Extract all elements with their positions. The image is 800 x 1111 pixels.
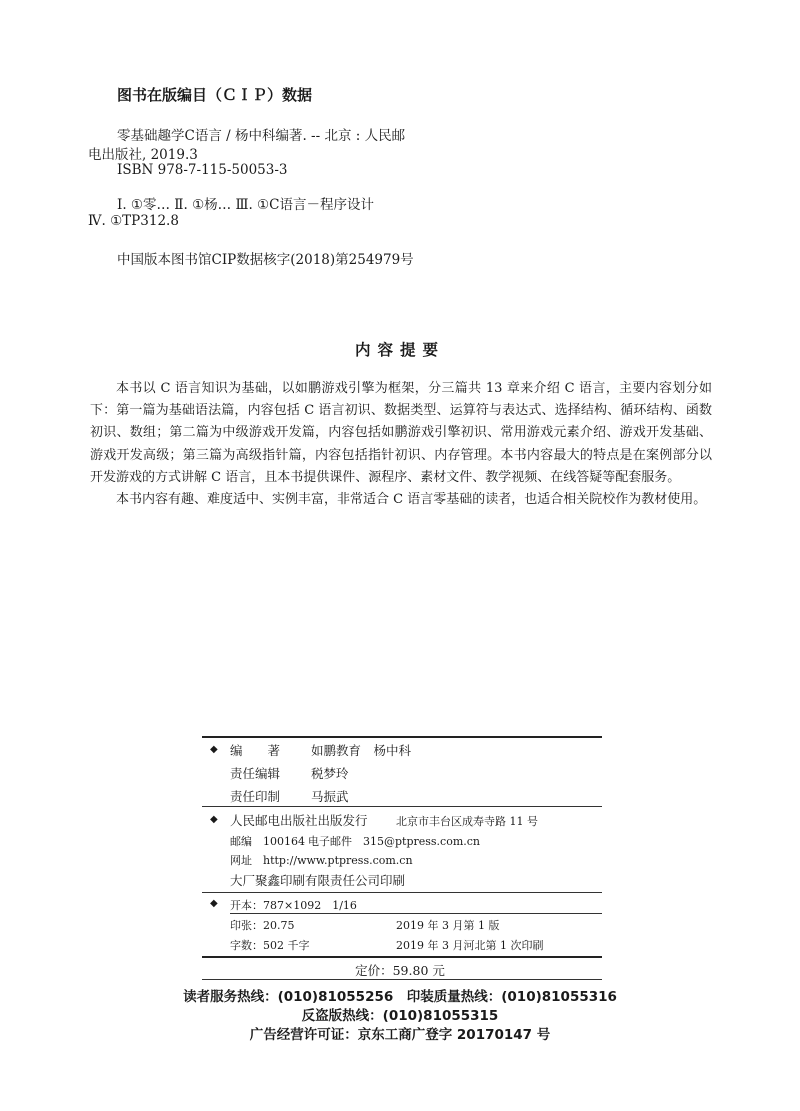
cip-record-number: 中国版本图书馆CIP数据核字(2018)第254979号 bbox=[117, 252, 414, 268]
diamond-bullet-icon: ◆ bbox=[210, 898, 218, 909]
printing: 2019 年 3 月河北第 1 次印刷 bbox=[396, 939, 544, 952]
website: 网址 http://www.ptpress.com.cn bbox=[230, 854, 413, 867]
colophon-rule-3 bbox=[230, 913, 602, 914]
cip-isbn: ISBN 978-7-115-50053-3 bbox=[117, 162, 288, 178]
cip-classification-2: Ⅳ. ①TP312.8 bbox=[88, 213, 179, 229]
book-format: 开本：787×1092 1/16 bbox=[230, 899, 357, 912]
editor-value: 税梦玲 bbox=[311, 766, 349, 781]
word-count: 字数：502 千字 bbox=[230, 939, 310, 952]
colophon-top-rule bbox=[202, 736, 602, 738]
colophon-rule-1 bbox=[202, 806, 602, 807]
colophon-bottom-rule bbox=[202, 956, 602, 958]
author-value: 如鹏教育 杨中科 bbox=[311, 743, 412, 758]
price-rule bbox=[202, 979, 602, 980]
diamond-bullet-icon: ◆ bbox=[210, 814, 218, 825]
summary-body bbox=[90, 378, 712, 511]
cip-line-2: 电出版社, 2019.3 bbox=[88, 147, 198, 163]
summary-paragraph-2: 本书内容有趣、难度适中、实例丰富，非常适合 C 语言零基础的读者，也适合相关院校作为教材使用。 bbox=[116, 492, 707, 508]
price: 定价：59.80 元 bbox=[355, 963, 445, 978]
cip-line-1: 零基础趣学C语言 / 杨中科编著. -- 北京 : 人民邮 bbox=[117, 128, 406, 144]
diamond-bullet-icon: ◆ bbox=[210, 744, 218, 755]
edition: 2019 年 3 月第 1 版 bbox=[396, 919, 500, 932]
print-sheets: 印张：20.75 bbox=[230, 919, 295, 932]
author-label: 编 著 bbox=[230, 743, 281, 758]
colophon-rule-2 bbox=[202, 892, 602, 893]
cip-classification: Ⅰ. ①零… Ⅱ. ①杨… Ⅲ. ①C语言－程序设计 bbox=[117, 197, 374, 213]
summary-title: 内容提要 bbox=[354, 341, 445, 359]
print-manager-label: 责任印制 bbox=[230, 789, 281, 804]
email: 电子邮件 315@ptpress.com.cn bbox=[308, 835, 481, 848]
cip-title: 图书在版编目（ＣＩＰ）数据 bbox=[117, 86, 313, 104]
printer: 大厂聚鑫印刷有限责任公司印刷 bbox=[230, 873, 406, 888]
editor-label: 责任编辑 bbox=[230, 766, 281, 781]
postcode: 邮编 100164 bbox=[230, 835, 305, 848]
publisher-address: 北京市丰台区成寿寺路 11 号 bbox=[396, 815, 538, 828]
service-hotlines: 读者服务热线：(010)81055256 印装质量热线：(010)81055316 bbox=[183, 989, 617, 1005]
summary-paragraph-1: 本书以 C 语言知识为基础，以如鹏游戏引擎为框架，分三篇共 13 章来介绍 C 语言，主要内容划分如下：第一篇为基础语法篇，内容包括 C 语言初识、数据类型、运算符与表达式、选择结构、循环结构、函数初识、数组；第二篇为中级游戏开发篇，内容包括如鹏游戏引擎初识、常用游戏元素介绍、游戏开发基础、游戏开发高级；第三篇为高级指针篇，内容包括指针初识、内存管理。本书内容最大的特点是在案例部分以开发游戏的方式讲解 C 语言，且本书提供课件、源程序、素材文件、教学视频、在线答疑等配套服务。 bbox=[90, 381, 712, 485]
advertising-license: 广告经营许可证：京东工商广登字 20170147 号 bbox=[249, 1027, 551, 1043]
anti-piracy-hotline: 反盗版热线：(010)81055315 bbox=[301, 1008, 499, 1024]
print-manager-value: 马振武 bbox=[311, 789, 349, 804]
publisher: 人民邮电出版社出版发行 bbox=[230, 813, 368, 828]
